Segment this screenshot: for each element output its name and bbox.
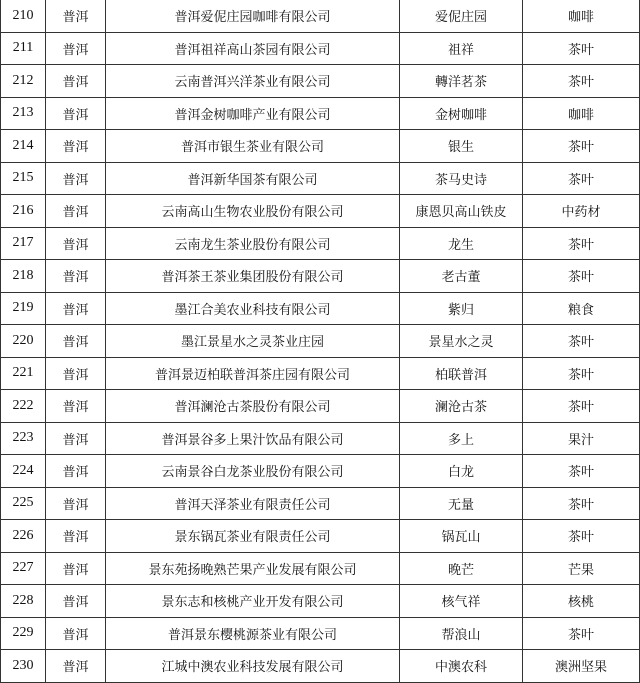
table-row — [1, 260, 640, 293]
table-row — [1, 455, 640, 488]
cell-category: 核桃 — [523, 585, 640, 618]
cell-company: 普洱天泽茶业有限责任公司 — [106, 487, 400, 520]
cell-brand: 金树咖啡 — [400, 97, 523, 130]
cell-category: 茶叶 — [523, 357, 640, 390]
cell-region: 普洱 — [46, 195, 106, 228]
cell-company: 江城中澳农业科技发展有限公司 — [106, 650, 400, 683]
cell-number: 228 — [1, 585, 46, 618]
cell-number: 229 — [1, 617, 46, 650]
table-row — [1, 585, 640, 618]
table-row — [1, 195, 640, 228]
table-row — [1, 422, 640, 455]
cell-company: 景东苑扬晚熟芒果产业发展有限公司 — [106, 552, 400, 585]
cell-region: 普洱 — [46, 455, 106, 488]
cell-number: 211 — [1, 32, 46, 65]
cell-company: 景东志和核桃产业开发有限公司 — [106, 585, 400, 618]
cell-brand: 晚芒 — [400, 552, 523, 585]
cell-region: 普洱 — [46, 260, 106, 293]
cell-number: 224 — [1, 455, 46, 488]
cell-brand: 康恩贝高山铁皮 — [400, 195, 523, 228]
cell-brand: 茶马史诗 — [400, 162, 523, 195]
cell-number: 223 — [1, 422, 46, 455]
cell-company: 普洱祖祥高山茶园有限公司 — [106, 32, 400, 65]
cell-region: 普洱 — [46, 97, 106, 130]
cell-region: 普洱 — [46, 390, 106, 423]
cell-category: 茶叶 — [523, 520, 640, 553]
cell-category: 澳洲坚果 — [523, 650, 640, 683]
cell-region: 普洱 — [46, 65, 106, 98]
cell-category: 果汁 — [523, 422, 640, 455]
cell-number: 221 — [1, 357, 46, 390]
table-row — [1, 130, 640, 163]
table-row — [1, 487, 640, 520]
cell-number: 216 — [1, 195, 46, 228]
cell-company: 普洱茶王茶业集团股份有限公司 — [106, 260, 400, 293]
cell-region: 普洱 — [46, 552, 106, 585]
table-row — [1, 162, 640, 195]
cell-brand: 白龙 — [400, 455, 523, 488]
cell-category: 茶叶 — [523, 32, 640, 65]
cell-brand: 龙生 — [400, 227, 523, 260]
cell-category: 茶叶 — [523, 130, 640, 163]
cell-category: 茶叶 — [523, 65, 640, 98]
cell-brand: 帮浪山 — [400, 617, 523, 650]
cell-category: 芒果 — [523, 552, 640, 585]
cell-brand: 多上 — [400, 422, 523, 455]
cell-brand: 柏联普洱 — [400, 357, 523, 390]
cell-region: 普洱 — [46, 617, 106, 650]
cell-region: 普洱 — [46, 357, 106, 390]
table-row — [1, 65, 640, 98]
cell-number: 230 — [1, 650, 46, 683]
cell-company: 云南龙生茶业股份有限公司 — [106, 227, 400, 260]
cell-company: 普洱爱伲庄园咖啡有限公司 — [106, 0, 400, 32]
cell-number: 225 — [1, 487, 46, 520]
cell-number: 218 — [1, 260, 46, 293]
cell-region: 普洱 — [46, 585, 106, 618]
cell-region: 普洱 — [46, 227, 106, 260]
table-row — [1, 32, 640, 65]
table-row — [1, 552, 640, 585]
cell-number: 212 — [1, 65, 46, 98]
cell-category: 咖啡 — [523, 97, 640, 130]
cell-number: 210 — [1, 0, 46, 32]
cell-number: 219 — [1, 292, 46, 325]
cell-brand: 澜沧古茶 — [400, 390, 523, 423]
cell-number: 217 — [1, 227, 46, 260]
cell-number: 222 — [1, 390, 46, 423]
cell-category: 粮食 — [523, 292, 640, 325]
table-row — [1, 357, 640, 390]
cell-brand: 祖祥 — [400, 32, 523, 65]
cell-brand: 锅瓦山 — [400, 520, 523, 553]
cell-region: 普洱 — [46, 487, 106, 520]
cell-company: 普洱景东樱桃源茶业有限公司 — [106, 617, 400, 650]
cell-brand: 老古董 — [400, 260, 523, 293]
cell-category: 茶叶 — [523, 260, 640, 293]
cell-company: 云南普洱兴洋茶业有限公司 — [106, 65, 400, 98]
cell-number: 227 — [1, 552, 46, 585]
cell-region: 普洱 — [46, 0, 106, 32]
table-row — [1, 520, 640, 553]
cell-company: 普洱景迈柏联普洱茶庄园有限公司 — [106, 357, 400, 390]
cell-brand: 紫归 — [400, 292, 523, 325]
cell-company: 普洱金树咖啡产业有限公司 — [106, 97, 400, 130]
cell-company: 云南景谷白龙茶业股份有限公司 — [106, 455, 400, 488]
cell-number: 213 — [1, 97, 46, 130]
cell-number: 226 — [1, 520, 46, 553]
cell-region: 普洱 — [46, 292, 106, 325]
cell-brand: 爱伲庄园 — [400, 0, 523, 32]
cell-region: 普洱 — [46, 32, 106, 65]
cell-category: 茶叶 — [523, 617, 640, 650]
cell-category: 茶叶 — [523, 455, 640, 488]
cell-region: 普洱 — [46, 650, 106, 683]
cell-category: 中药材 — [523, 195, 640, 228]
cell-brand: 景星水之灵 — [400, 325, 523, 358]
table-row — [1, 97, 640, 130]
cell-region: 普洱 — [46, 130, 106, 163]
table-row — [1, 617, 640, 650]
cell-company: 普洱澜沧古茶股份有限公司 — [106, 390, 400, 423]
table-row — [1, 325, 640, 358]
cell-brand: 核气祥 — [400, 585, 523, 618]
cell-company: 普洱新华国茶有限公司 — [106, 162, 400, 195]
cell-brand: 中澳农科 — [400, 650, 523, 683]
table-row — [1, 227, 640, 260]
cell-company: 云南高山生物农业股份有限公司 — [106, 195, 400, 228]
cell-company: 墨江景星水之灵茶业庄园 — [106, 325, 400, 358]
cell-region: 普洱 — [46, 162, 106, 195]
table-body — [1, 0, 640, 682]
cell-region: 普洱 — [46, 422, 106, 455]
cell-company: 普洱景谷多上果汁饮品有限公司 — [106, 422, 400, 455]
cell-brand: 轉洋茗茶 — [400, 65, 523, 98]
cell-number: 214 — [1, 130, 46, 163]
cell-company: 普洱市银生茶业有限公司 — [106, 130, 400, 163]
cell-company: 景东锅瓦茶业有限责任公司 — [106, 520, 400, 553]
table-row — [1, 650, 640, 683]
cell-category: 茶叶 — [523, 487, 640, 520]
cell-category: 茶叶 — [523, 325, 640, 358]
cell-number: 215 — [1, 162, 46, 195]
cell-region: 普洱 — [46, 520, 106, 553]
table-row — [1, 292, 640, 325]
cell-category: 茶叶 — [523, 162, 640, 195]
cell-category: 茶叶 — [523, 390, 640, 423]
cell-brand: 无量 — [400, 487, 523, 520]
cell-region: 普洱 — [46, 325, 106, 358]
cell-company: 墨江合美农业科技有限公司 — [106, 292, 400, 325]
cell-brand: 银生 — [400, 130, 523, 163]
cell-category: 茶叶 — [523, 227, 640, 260]
table-row — [1, 390, 640, 423]
cell-number: 220 — [1, 325, 46, 358]
table-row — [1, 0, 640, 32]
cell-category: 咖啡 — [523, 0, 640, 32]
